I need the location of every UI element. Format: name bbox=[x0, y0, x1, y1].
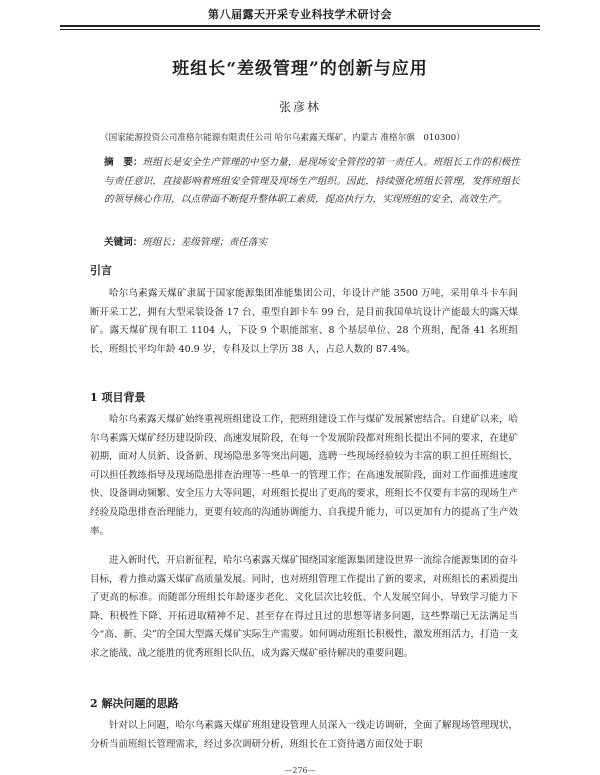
keywords-text: 班组长；差级管理；责任落实 bbox=[142, 237, 268, 248]
section-heading-background: 1 项目背景 bbox=[90, 391, 146, 404]
background-paragraph-2: 进入新时代，开启新征程，哈尔乌素露天煤矿围绕国家能源集团建设世界一流综合能源集团的奋斗目标，着力推动露天煤矿高质量发展。同时，也对班组管理工作提出了新的要求，对班组长的素质提出了更高的标准。而随部分班组长年龄逐步老化、文化层次比较低、个人发展空间小，导致学习能力下降、积极性下降、开拓进取精神不足、甚至存在得过且过的思想等诸多问题，这些弊端已无法满足当今“高、新、尖”的全国大型露天煤矿实际生产需要。如何调动班组长积极性，激发班组活力，打造一支求之能战、战之能胜的优秀班组长队伍，成为露天煤矿亟待解决的重要问题。 bbox=[90, 555, 518, 659]
abstract bbox=[104, 154, 520, 210]
author-affiliation: （国家能源投资公司准格尔能源有限责任公司 哈尔乌素露天煤矿，内蒙古 准格尔旗 010300） bbox=[100, 133, 465, 143]
section-heading-approach: 2 解决问题的思路 bbox=[90, 697, 179, 710]
paper-title: 班组长“差级管理”的创新与应用 bbox=[172, 59, 428, 79]
running-header: 第八届露天开采专业科技学术研讨会 bbox=[60, 6, 540, 27]
page-number: —276— bbox=[284, 766, 316, 775]
abstract-text: 班组长是安全生产管理的中坚力量，是现场安全管控的第一责任人。班组长工作的积极性与责任意识，直接影响着班组安全管理及现场生产组织。因此，持续强化班组长管理，发挥班组长的领导核心作用，以点带面不断提升整体职工素质，提高执行力，实现班组的安全、高效生产。 bbox=[104, 157, 521, 205]
keywords-label: 关键词： bbox=[104, 237, 143, 248]
background-paragraph-1: 哈尔乌素露天煤矿始终重视班组建设工作，把班组建设工作与煤矿发展紧密结合。自建矿以来，哈尔乌素露天煤矿经历建设阶段、高速发展阶段，在每一个发展阶段都对班组长提出不同的要求，在建矿初期，面对人员新、设备新、现场隐患多等突出问题，选聘一些现场经验较为丰富的职工担任班组长，可以担任教练指导及现场隐患排查治理等一些单一的管理工作；在高速发展阶段，面对工作面推进速度快、设备调动频繁、安全压力大等问题，对班组长提出了更高的要求，班组长不仅要有丰富的现场生产经验及隐患排查治理能力，更要有较高的沟通协调能力、自我提升能力，可以更加有力的提高了生产效率。 bbox=[90, 414, 518, 537]
section-heading-intro: 引言 bbox=[90, 264, 112, 277]
keywords bbox=[104, 234, 520, 248]
intro-paragraph: 哈尔乌素露天煤矿隶属于国家能源集团准能集团公司，年设计产能 3500 万吨，采用单斗卡车间断开采工艺，拥有大型采装设备 17 台、重型自卸卡车 99 台，是目前我国单坑设计产能最大的露天煤矿。露天煤矿现有职工 1104 人，下设 9 个职能部室、8 个基层单位、28 个班组，配备 41 名班组长，班组长平均年龄 40.9 岁，专科及以上学历 38 人，占总人数的 87.4%。 bbox=[90, 288, 518, 355]
abstract-label: 摘 要： bbox=[104, 157, 143, 168]
approach-paragraph-1: 针对以上问题，哈尔乌素露天煤矿班组建设管理人员深入一线走访调研，全面了解现场管理现状，分析当前班组长管理需求，经过多次调研分析，班组长在工资待遇方面仅处于职 bbox=[90, 720, 518, 750]
author-name: 张彦林 bbox=[278, 100, 321, 114]
